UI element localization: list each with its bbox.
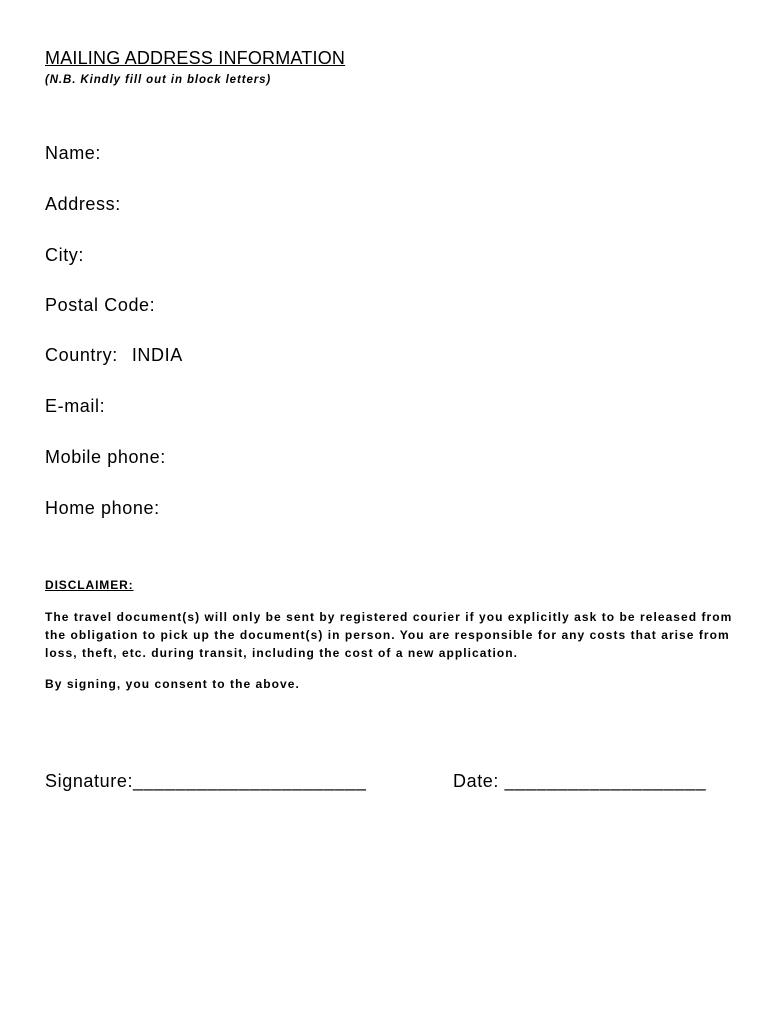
email-label: E-mail: xyxy=(45,396,106,416)
home-phone-field[interactable] xyxy=(45,498,160,519)
consent-text: By signing, you consent to the above. xyxy=(45,677,300,691)
date-field[interactable]: Date: ___________________ xyxy=(453,771,707,791)
disclaimer-text: The travel document(s) will only be sent by registered courier if you explicitly ask to be released from the obligation to pick up the document(s) in person. You are responsible for any costs that arise from loss, theft, etc. during transit, including the cost of a new application. xyxy=(45,610,733,660)
postal-code-label: Postal Code: xyxy=(45,295,156,315)
disclaimer-heading: DISCLAIMER: xyxy=(45,578,134,592)
address-field[interactable] xyxy=(45,194,121,215)
address-label: Address: xyxy=(45,194,121,214)
email-field[interactable] xyxy=(45,396,105,417)
home-phone-label: Home phone: xyxy=(45,498,160,518)
country-field[interactable] xyxy=(45,345,183,366)
city-field[interactable] xyxy=(45,245,84,266)
name-label: Name: xyxy=(45,143,102,163)
postal-code-field[interactable] xyxy=(45,295,155,316)
country-label: Country: xyxy=(45,345,118,365)
form-subtitle: (N.B. Kindly fill out in block letters) xyxy=(45,74,272,86)
country-value: INDIA xyxy=(131,345,183,365)
mobile-phone-field[interactable] xyxy=(45,447,166,468)
signature-field[interactable]: Signature:______________________ xyxy=(45,771,367,791)
name-field[interactable] xyxy=(45,143,101,164)
mobile-phone-label: Mobile phone: xyxy=(45,447,166,467)
form-title: MAILING ADDRESS INFORMATION xyxy=(45,48,346,68)
city-label: City: xyxy=(45,245,84,265)
